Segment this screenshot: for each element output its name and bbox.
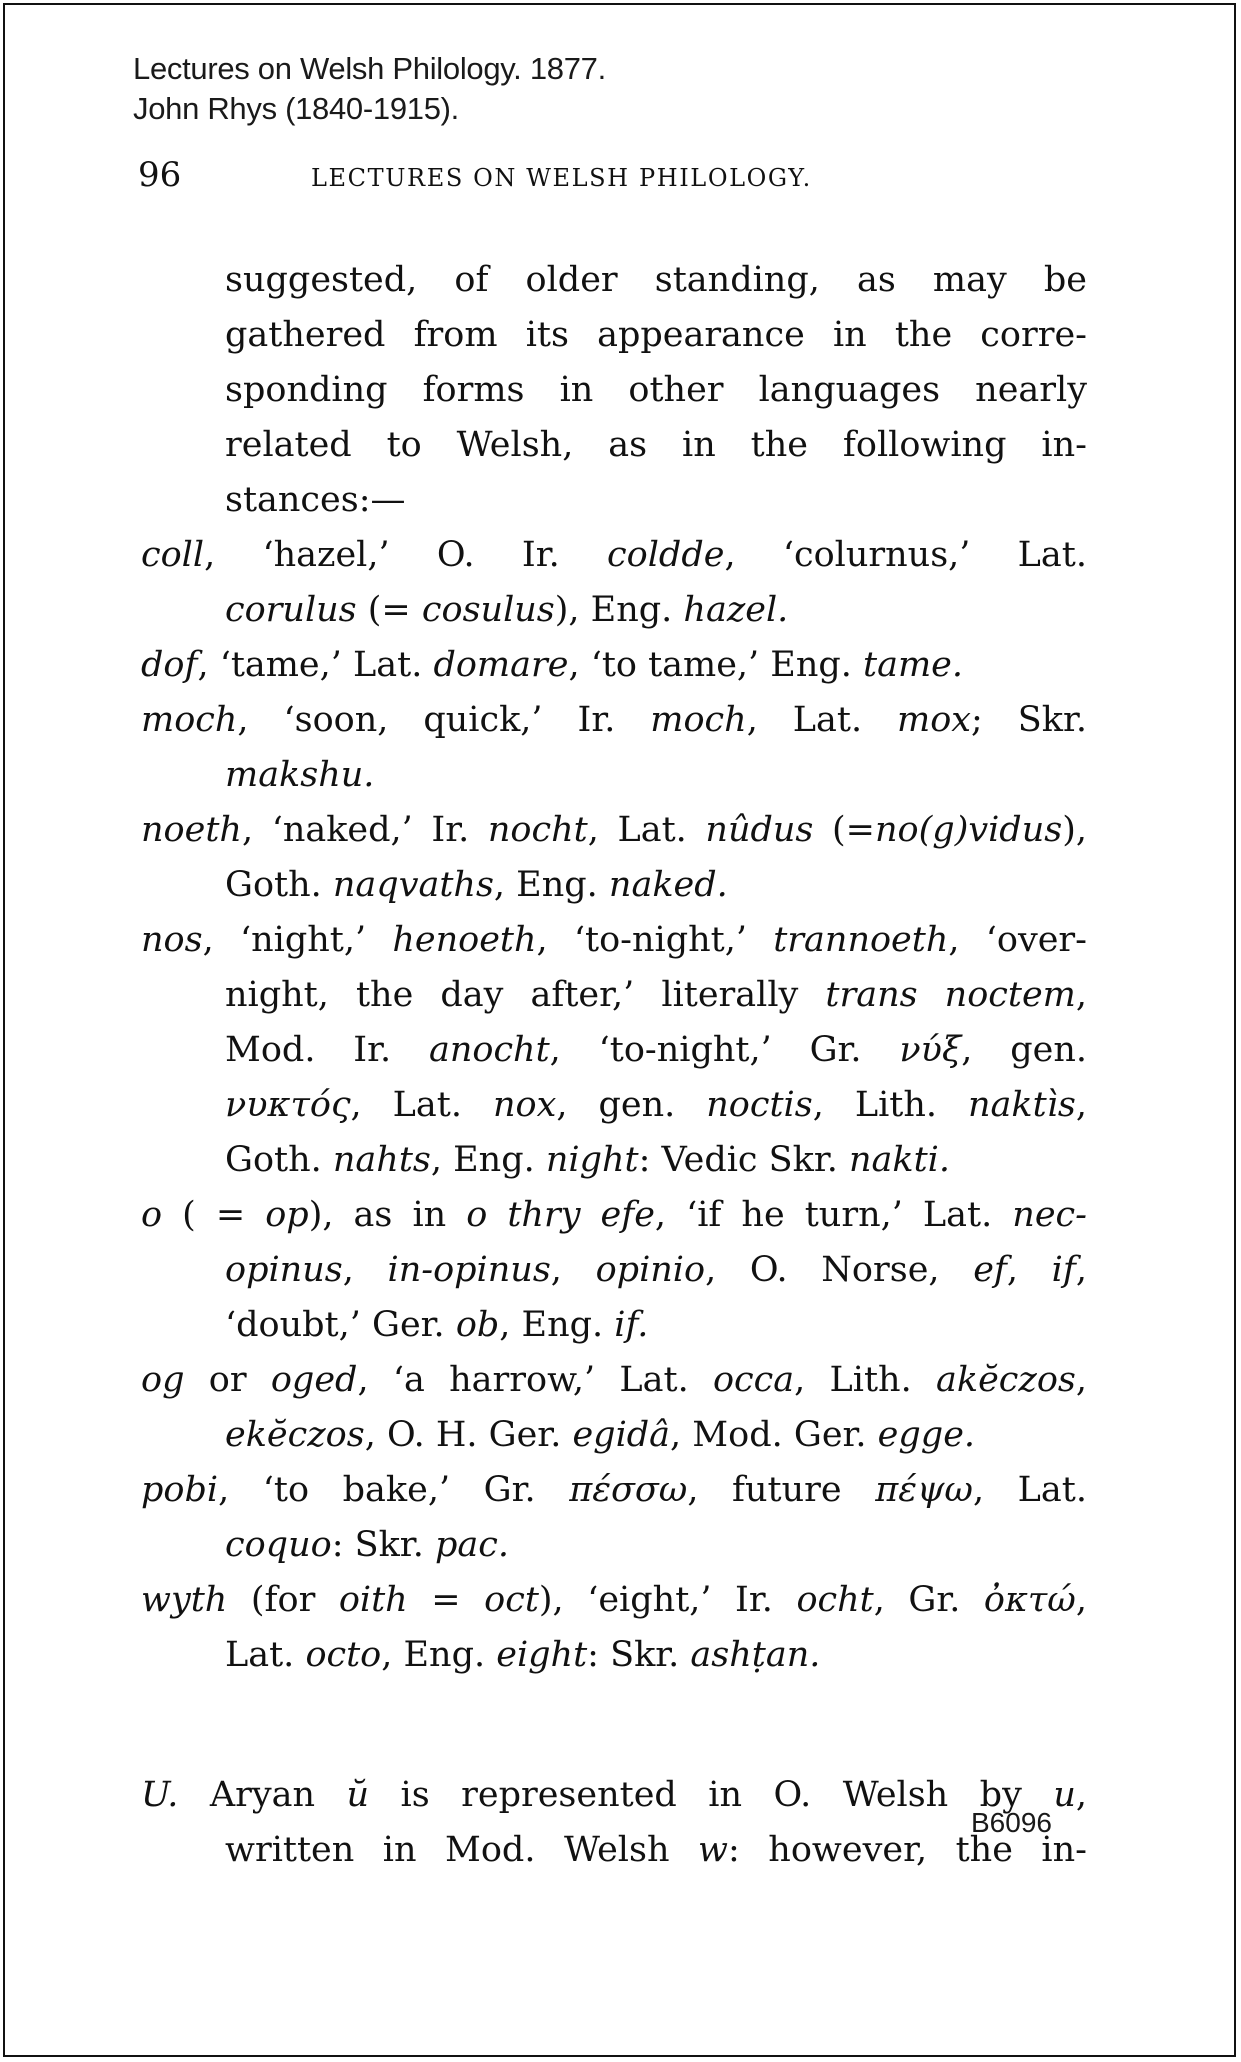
entry-moch-cont: makshu. (225, 755, 375, 795)
entry-coll-cont: corulus (= cosulus), Eng. hazel. (225, 590, 789, 630)
source-title: Lectures on Welsh Philology. 1877. (133, 51, 606, 86)
intro-line: suggested, of older standing, as may be (225, 260, 1087, 300)
entry-coll: coll, ‘hazel,’ O. Ir. coldde, ‘colurnus,’ Lat. (141, 535, 1087, 575)
headword: coll (141, 535, 205, 575)
intro-line: stances:— (225, 480, 406, 520)
entry-wyth-cont: Lat. octo, Eng. eight: Skr. ashṭan. (225, 1635, 821, 1675)
entry-o: o ( = op), as in o thry efe, ‘if he turn,’ Lat. nec- (141, 1195, 1087, 1235)
catalog-id: B6096 (971, 1807, 1052, 1838)
scanned-page (3, 3, 1236, 2057)
headword: nos (141, 920, 203, 960)
entry-nos-cont: Goth. nahts, Eng. night: Vedic Skr. nakti. (225, 1140, 950, 1180)
entry-o-cont: opinus, in-opinus, opinio, O. Norse, ef, if, (225, 1250, 1087, 1290)
running-title: LECTURES ON WELSH PHILOLOGY. (311, 164, 812, 192)
headword: noeth (141, 810, 242, 850)
entry-nos-cont: Mod. Ir. anocht, ‘to-night,’ Gr. νύξ, gen. (225, 1030, 1087, 1070)
headword: dof (141, 645, 198, 685)
entry-nos-cont: νυκτός, Lat. nox, gen. noctis, Lith. naktìs, (225, 1085, 1087, 1125)
section-u-cont: written in Mod. Welsh w: however, the in- (225, 1830, 1087, 1870)
entry-og: og or oged, ‘a harrow,’ Lat. occa, Lith. akĕczos, (141, 1360, 1088, 1400)
entry-og-cont: ekĕczos, O. H. Ger. egidâ, Mod. Ger. egge. (225, 1415, 976, 1455)
entry-nos: nos, ‘night,’ henoeth, ‘to-night,’ trannoeth, ‘over- (141, 920, 1087, 960)
section-letter: U. (141, 1775, 179, 1815)
headword: o (141, 1195, 163, 1235)
entry-moch: moch, ‘soon, quick,’ Ir. moch, Lat. mox; Skr. (141, 700, 1087, 740)
section-u: U. Aryan ŭ is represented in O. Welsh by u, (141, 1775, 1087, 1815)
headword: pobi (141, 1470, 219, 1510)
page-number: 96 (138, 155, 182, 195)
intro-line: related to Welsh, as in the following in- (225, 425, 1087, 465)
headword: moch (141, 700, 238, 740)
entry-noeth: noeth, ‘naked,’ Ir. nocht, Lat. nûdus (=no(g)vidus), (141, 810, 1087, 850)
intro-line: sponding forms in other languages nearly (225, 370, 1087, 410)
entry-noeth-cont: Goth. naqvaths, Eng. naked. (225, 865, 728, 905)
headword: og (141, 1360, 185, 1400)
source-author: John Rhys (1840-1915). (133, 91, 459, 126)
entry-wyth: wyth (for oith = oct), ‘eight,’ Ir. ocht, Gr. ὀκτώ, (141, 1580, 1087, 1620)
entry-dof: dof, ‘tame,’ Lat. domare, ‘to tame,’ Eng. tame. (141, 645, 964, 685)
entry-o-cont: ‘doubt,’ Ger. ob, Eng. if. (225, 1305, 649, 1345)
entry-pobi: pobi, ‘to bake,’ Gr. πέσσω, future πέψω, Lat. (141, 1470, 1087, 1510)
entry-nos-cont: night, the day after,’ literally trans noctem, (225, 975, 1087, 1015)
entry-pobi-cont: coquo: Skr. pac. (225, 1525, 509, 1565)
headword: wyth (141, 1580, 228, 1620)
intro-line: gathered from its appearance in the corre- (225, 315, 1087, 355)
